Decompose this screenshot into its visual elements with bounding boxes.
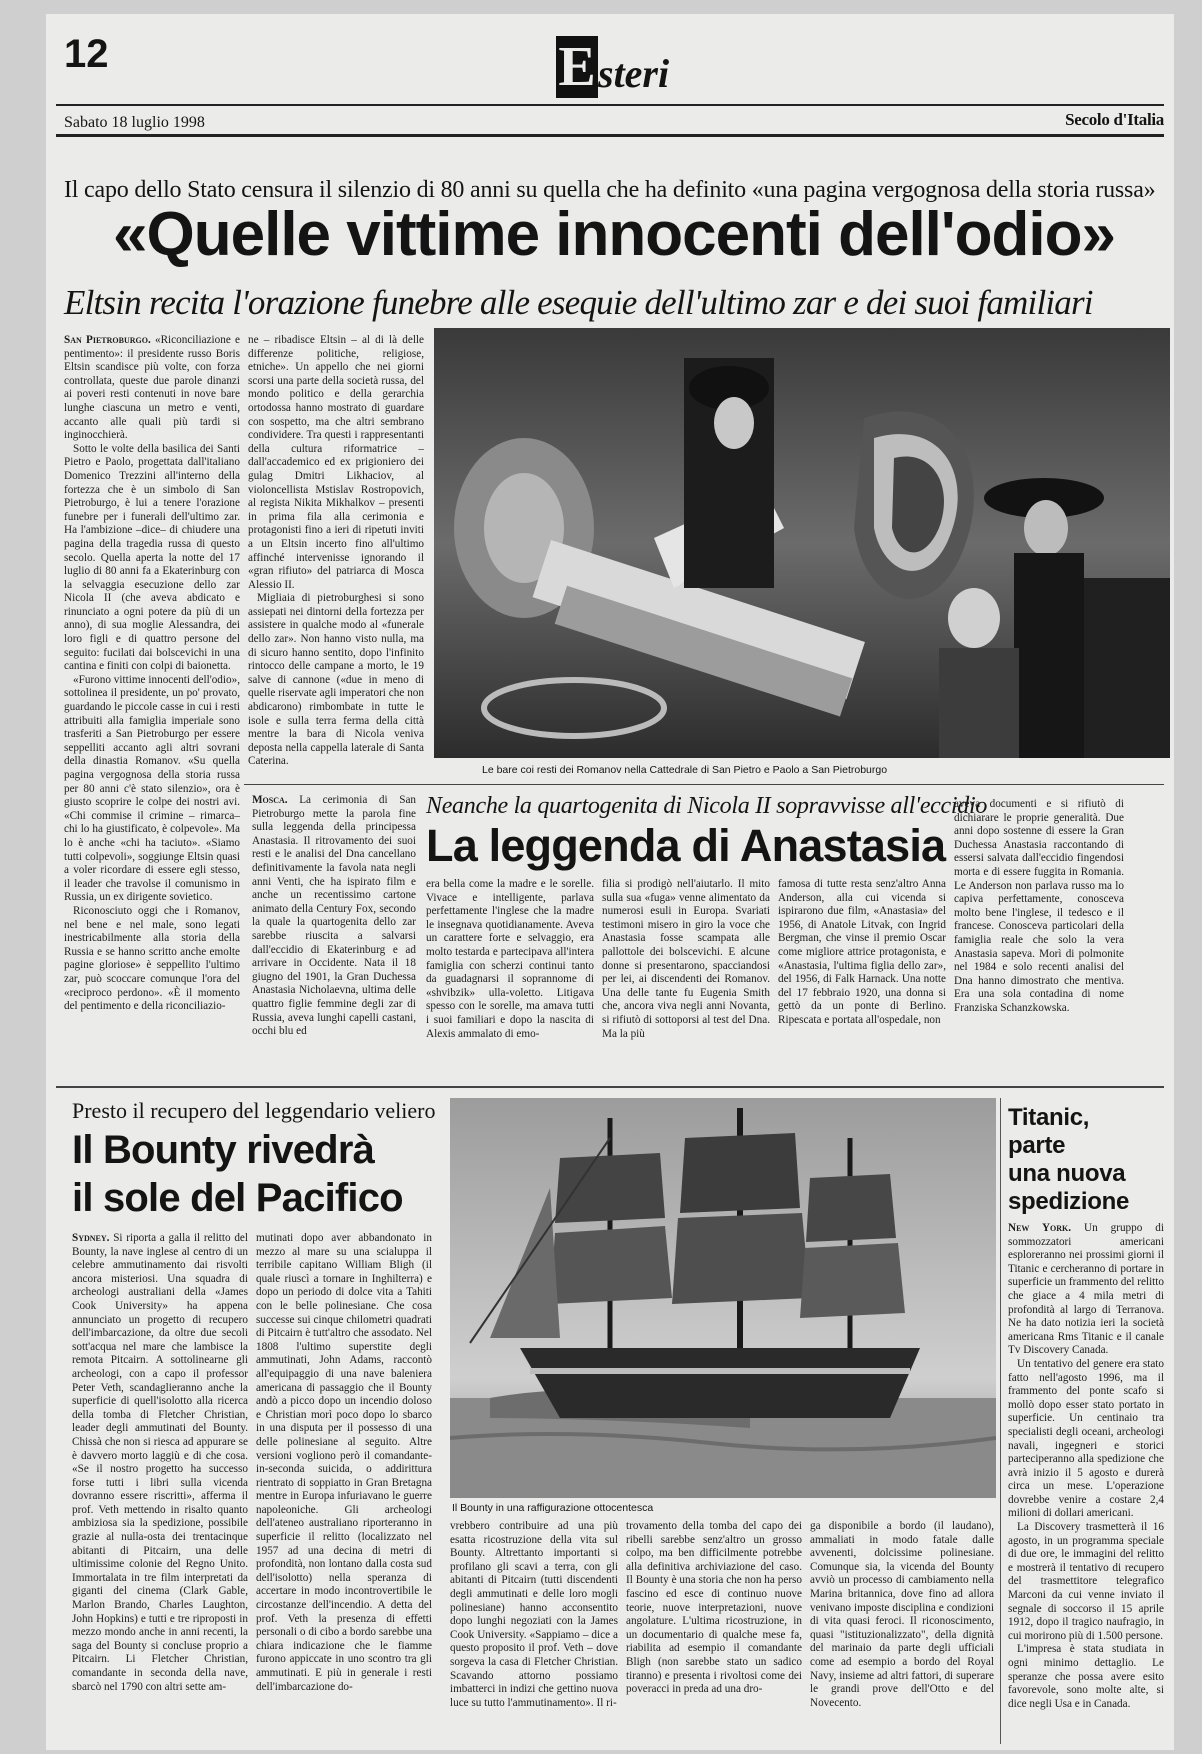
cathedral-photo <box>434 328 1170 758</box>
bounty-column-3: vrebbero contribuire ad una più esatta ricostruzione della vita sul Bounty. Altrettanto importanti si profilano gli scavi a terra, con gli abitanti di Pitcairn (tutti discendenti degli ammutinati e delle loro mogli polinesiane) hanno acconsentito dopo lunghi negoziati con la James Cook University. «Sappiamo – dice a questo proposito il prof. Veth – dove sorgeva la casa di Fletcher Christian. Scavando attorno possiamo imbatterci in indizi che gettino nuova luce su tutto l'ammutinamento». Il ri- <box>450 1520 618 1709</box>
bounty-headline <box>72 1126 412 1222</box>
main-kicker: Il capo dello Stato censura il silenzio di 80 anni su quella che ha definito «una pagina vergognosa della storia russa» <box>64 177 1156 203</box>
issue-date: Sabato 18 luglio 1998 <box>64 114 205 131</box>
bounty-column-2: mutinati dopo aver abbandonato in mezzo al mare su una scialuppa il terribile capitano William Bligh (il quale riuscì a tornare in Inghilterra) e dopo un periodo di dolce vita a Tahiti con le belle polinesiane. Che cosa successe sui cinque chilometri quadrati di Pitcairn è tutt'altro che assodato. Nel 1808 l'ultimo superstite degli ammutinati, John Adams, raccontò all'equipaggio di una nave baleniera americana di passaggio che il Bounty andò a picco dopo un incendio doloso e Christian morì poco dopo lo sbarco in una disputa per il possesso di una delle polinesiane al seguito. Altre versioni vogliono però il comandante-in-seconda suicida, o addirittura rientrato di soppiatto in Gran Bretagna mentre in Europa infuriavano le guerre napoleoniche. Gli archeologi dell'ateneo australiano riporteranno in superficie il relitto (localizzato nel 1957 ad una decina di metri di profondità, non lontano dalla costa sud dell'isolotto) nella speranza di accertare in modo incontrovertibile le circostanze dell'incendio. A detta del prof. Veth la presenza di effetti personali o di cibo a bordo sarebbe una chiara indicazione che le fiamme furono appiccate in uno scontro tra gli ammutinati. E più in generale i resti dell'imbarcazione do- <box>256 1232 432 1693</box>
anastasia-column-2: era bella come la madre e le sorelle. Vivace e intelligente, parlava perfettamente l'inglese che la madre le insegnava quotidianamente. Aveva un carattere forte e selvaggio, era molto testarda e partecipava all'intera famiglia con scherzi continui tanto da guadagnarsi il soprannome di «shvibzik» ulla-voletto. Litigava spesso con le sorelle, ma amava tutti i suoi familiari e dopo la nascita di Alexis ammalato di emo- <box>426 878 594 1040</box>
titanic-headline: Titanic, parte una nuova spedizione <box>1008 1104 1130 1215</box>
anastasia-box-bottom <box>56 1086 1164 1088</box>
bounty-column-1: Sydney. Si riporta a galla il relitto del Bounty, la nave inglese al centro di un celebre ammutinamento dai risvolti ancora misteriosi. Una squadra di archeologi australiani della «James Cook University» ha appena annunciato un progetto di recupero dell'imbarcazione, da oltre due secoli sott'acqua nel mare che lambisce la remota Pitcairn. A sottolinearne gli archeologi, con a capo il professor Peter Veth, scandaglieranno anche la superficie di quell'isolotto alla ricerca della tomba di Fletcher Christian, leader degli ammutinati del Bounty. Chissà che non si riesca ad appurare se è davvero morto laggiù e di che cosa. «Se il nostro progetto ha successo forse tutti i libri sulla vicenda dovranno essere riscritti», afferma il prof. Veth mettendo in risalto quanto ambiziosa sia la spedizione, possibile grazie al nulla-osta dei trentacinque abitanti di Pitcairn, una delle ultimissime colonie del Regno Unito. Immortalata in tre film interpretati da giganti del cinema (Clark Gable, Marlon Brando, Charles Laughton, John Hopkins) e tutti e tre riproposti in mezzo mondo anche in anni recenti, la saga del Bounty si concluse proprio a Pitcairn. Li Fletcher Christian, comandante in seconda della nave, sbarcò nel 1790 con altri sette am- <box>72 1232 248 1693</box>
titanic-dateline: New York. <box>1008 1222 1072 1234</box>
page-number: 12 <box>64 32 109 76</box>
header-rule-bottom <box>56 134 1164 137</box>
newspaper-name: Secolo d'Italia <box>1065 110 1164 129</box>
main-headline: «Quelle vittime innocenti dell'odio» <box>113 200 1115 269</box>
main-column-1: San Pietroburgo. «Riconciliazione e pentimento»: il presidente russo Boris Eltsin scandisce più volte, con forza controllata, queste due parole dinanzi ai poveri resti contenuti in nove bare lunghe ciascuna un metro e venti, accanto alle quali più tardi si inginocchierà. Sotto le volte della basilica dei Santi Pietro e Paolo, progettata dall'italiano Domenico Trezzini all'interno della fortezza che è un simbolo di San Pietroburgo, è lui a tenere l'orazione funebre per i funerali dell'ultimo zar. Ha l'ambizione –dice– di chiudere una pagina della tragedia russa di questo secolo. Quella aperta la notte del 17 luglio di 80 anni fa a Ekaterinburg con la selvaggia esecuzione dello zar Nicola II (che aveva abdicato e rinunciato a ogni potere da più di un anno), di sua moglie Alessandra, dei loro figli e di quattro persone del seguito: fucilati dai bolscevichi in una cantina e finiti con colpi di baionetta. «Furono vittime innocenti dell'odio», sottolinea il presidente, un po' provato, guardando le piccole casse in cui i resti attribuiti alla famiglia imperiale sono trasferiti a San Pietroburgo per essere seppelliti accanto agli altri sovrani della dinastia Romanov. «Su quella pagina vergognosa della storia russa per 80 anni c'è stato silenzio», ora è giusto scoprire le colpe dei nostri avi. «Chi commise il crimine – rimarca– chi lo ha giustificato, è colpevole». Ma lo è anche «chi ha taciuto». «Siamo tutti colpevoli», soggiunge Eltsin quasi a voler ricordare di essere egli stesso, il leader che travolse il comunismo in Russia, un ex dirigente sovietico. Riconosciuto oggi che i Romanov, nel bene e nel male, sono legati inestricabilmente alla storia della Russia e se hanno scritto anche emolte pagine gloriose» è seppellito l'ultimo zar, può scoccare comunque l'ora del «reciproco perdono». «È il momento del pentimento e della riconciliazio- <box>64 334 240 1013</box>
anastasia-kicker: Neanche la quartogenita di Nicola II sopravvisse all'eccidio <box>426 793 988 819</box>
anastasia-column-1: Mosca. La cerimonia di San Pietroburgo mette la parola fine sulla leggenda della principessa Anastasia. Il ritrovamento dei suoi resti e le analisi del Dna cancellano definitivamente la favola nata negli anni Venti, che ha ispirato film e anche un recentissimo cartone animato della Century Fox, secondo la quale la quartogenita dello zar sarebbe riuscita a salvarsi dall'eccidio di Ekaterinburg e ad arrivare in Occidente. Nata il 18 giugno del 1901, la Gran Duchessa Anastasia Nicholaevna, ultima delle quattro figlie femmine degli zar di Russia, aveva lunghi capelli castani, occhi blu ed <box>252 794 416 1038</box>
bounty-headline-line-2: il sole del Pacifico <box>72 1176 403 1220</box>
titanic-column: New York. Un gruppo di sommozzatori americani esploreranno nei prossimi giorni il Titanic e cercheranno di portare in superficie un frammento del relitto che giace a 4 mila metri di profondità al largo di Terranova. Ne ha dato notizia ieri la società americana Rms Titanic e il canale Tv Discovery Canada. Un tentativo del genere era stato fatto nell'agosto 1996, ma il frammento del ponte scafo si mollò dopo esser stato portato in superficie. Un centinaio tra specialisti degli oceani, archeologi navali, ingegneri e storici parteciperanno alla spedizione che avrà inizio il 5 agosto e durerà circa un mese. L'operazione dovrebbe venire a costare 2,4 milioni di dollari americani. La Discovery trasmetterà il 16 agosto, in un programma speciale di due ore, le immagini del relitto e mostrerà il tentativo di recupero del trasmettitore telegrafico Marconi da cui venne inviato il segnale di soccorso il 15 aprile 1912, dopo il tragico naufragio, in cui morirono più di 1.500 persone. L'impresa è stata studiata in ogni minimo dettaglio. Le speranze che possa avere esito favorevole, sono molte alte, si dice negli Usa e in Canada. <box>1008 1222 1164 1710</box>
section-initial: E <box>556 36 598 98</box>
main-subhead: Eltsin recita l'orazione funebre alle esequie dell'ultimo zar e dei suoi familiari <box>64 283 1093 322</box>
anastasia-headline: La leggenda di Anastasia <box>426 820 946 871</box>
anastasia-dateline: Mosca. <box>252 794 288 806</box>
anastasia-box-top <box>244 784 1164 785</box>
main-column-2: ne – ribadisce Eltsin – al di là delle differenze politiche, religiose, etniche». Un appello che nei giorni scorsi una parte della società russa, del mondo politico e della gerarchia ortodossa hanno mostrato di guardare con sospetto, ma che altri sembrano condividere. Tra questi i rappresentanti della cultura riformatrice – dall'accademico ed ex prigioniero dei gulag Dmitri Likhaciov, al violoncellista Mstislav Rostropovich, al regista Nikita Mikhalkov – presenti in prima fila alla cerimonia e protagonisti fino a ieri di ripetuti inviti a un Eltsin incerto fino all'ultimo affinché intervenisse ignorando il «gran rifiuto» del patriarca di Mosca Alessio II. Migliaia di pietroburghesi si sono assiepati nei dintorni della fortezza per assistere in qualche modo al «funerale dello zar». Non hanno visto nulla, ma di sicuro hanno sentito, dopo l'infinito rintocco delle campane a morto, le 19 salve di cannone («due in meno di quelle riservate agli imperatori che non abdicarono) rimbombate in tutte le isole e sulla terra ferma della città mentre la bara di Nicola veniva deposta nella cappella laterale di Santa Caterina. <box>248 334 424 768</box>
bounty-column-4: trovamento della tomba del capo dei ribelli sarebbe senz'altro un grosso colpo, ma ben difficilmente potrebbe alla definitiva archiviazione del caso. Il Bounty è una storia che non ha perso fascino ed esce di continuo nuove teorie, nuove interpretazioni, nuove angolature. L'ultima ricostruzione, in un documentario di qualche mese fa, riabilita ad esempio il comandante Bligh (non sarebbe stato un sadico tiranno) e presenta i rivoltosi come dei poveracci in preda ad una dro- <box>626 1520 802 1696</box>
anastasia-column-3: filia si prodigò nell'aiutarlo. Il mito sulla sua «fuga» venne alimentato da numerosi esuli in Europa. Svariati testimoni misero in giro la voce che Anastasia fosse scampata alle pallottole dei bolscevichi. E alcune donne si presentarono, spacciandosi per lei, ai discendenti dei Romanov. Una delle tante fu Eugenia Smith che, ancora viva negli anni Novanta, si rifiutò di sottoporsi al test del Dna. Ma la più <box>602 878 770 1040</box>
anastasia-column-4: famosa di tutte resta senz'altro Anna Anderson, alla cui vicenda si ispirarono due film, «Anastasia» del 1956, di Anatole Litvak, con Ingrid Bergman, che vinse il premio Oscar come migliore attrice protagonista, e «Anastasia, l'ultima figlia dello zar», del 1956, di Falk Harnack. Una notte del 17 febbraio 1920, una donna si gettò da un ponte di Berlino. Ripescata e portata all'ospedale, non <box>778 878 946 1026</box>
bounty-photo <box>450 1098 996 1498</box>
bounty-kicker: Presto il recupero del leggendario veliero <box>72 1098 436 1123</box>
header-rule-top <box>56 104 1164 106</box>
bounty-ship-image <box>450 1098 996 1498</box>
titanic-divider <box>1000 1098 1001 1744</box>
bounty-headline-line-1: Il Bounty rivedrà <box>72 1128 375 1172</box>
anastasia-column-5: aveva documenti e si rifiutò di dichiarare le proprie generalità. Due anni dopo sostenne di essere la Gran Duchessa Anastasia raccontando di essersi salvata dall'eccidio fingendosi morta e di essere fuggita in Romania. Le Anderson non parlava russo ma lo capiva perfettamente, conosceva molto bene l'inglese, il tedesco e il francese. Conosceva particolari della famiglia reale che solo la vera Anastasia sapeva. Morì di polmonite nel 1984 e solo recenti analisi del Dna hanno dimostrato che mentiva. Era una sola contadina di nome Franziska Schanzkowska. <box>954 798 1124 1014</box>
newspaper-page <box>46 14 1174 1750</box>
main-dateline: San Pietroburgo. <box>64 334 151 346</box>
main-photo-caption: Le bare coi resti dei Romanov nella Cattedrale di San Pietro e Paolo a San Pietroburgo <box>482 764 888 776</box>
cathedral-photo-image <box>434 328 1170 758</box>
bounty-photo-caption: Il Bounty in una raffigurazione ottocentesca <box>452 1502 654 1514</box>
bounty-column-5: ga disponibile a bordo (il laudano), ammaliati in modo fatale dalle avvenenti, dolcissime polinesiane. Comunque sia, la vicenda del Bounty avviò un processo di cambiamento nella Marina britannica, dove fino ad allora venivano imposte disciplina e condizioni di vita quasi feroci. Il riconoscimento, quasi "istituzionalizzato", della dignità del marinaio da parte degli ufficiali come ad esempio a bordo del Royal Navy, insieme ad altri fattori, di superare le grandi prove dell'Otto e del Novecento. <box>810 1520 994 1709</box>
bounty-dateline: Sydney. <box>72 1232 110 1244</box>
section-title: steri <box>598 51 670 96</box>
